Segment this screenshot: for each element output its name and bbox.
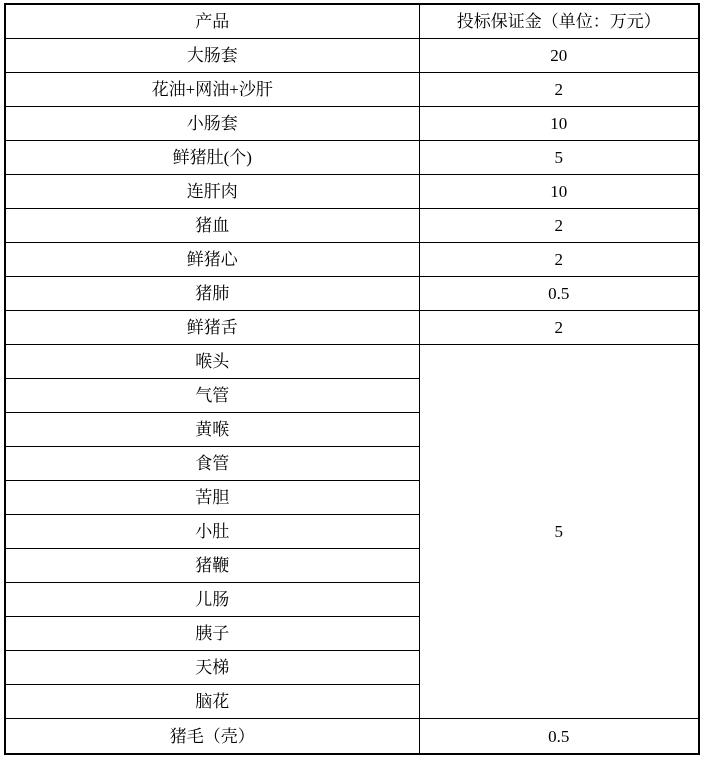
product-cell: 鲜猪舌 (5, 311, 419, 345)
deposit-cell: 10 (419, 175, 699, 209)
table-row (5, 345, 699, 379)
product-cell: 花油+网油+沙肝 (5, 73, 419, 107)
table-row (5, 175, 699, 209)
table-row (5, 719, 699, 754)
product-cell: 小肚 (5, 515, 419, 549)
product-cell: 喉头 (5, 345, 419, 379)
deposit-cell: 2 (419, 243, 699, 277)
product-cell: 鲜猪心 (5, 243, 419, 277)
table-row (5, 107, 699, 141)
deposit-cell: 10 (419, 107, 699, 141)
deposit-cell: 2 (419, 311, 699, 345)
product-cell: 猪血 (5, 209, 419, 243)
deposit-cell: 2 (419, 209, 699, 243)
table-row (5, 39, 699, 73)
product-cell: 猪毛（壳） (5, 719, 419, 754)
product-cell: 脑花 (5, 685, 419, 719)
product-cell: 儿肠 (5, 583, 419, 617)
product-cell: 天梯 (5, 651, 419, 685)
table-row (5, 311, 699, 345)
header-product: 产品 (5, 4, 419, 39)
table-row (5, 141, 699, 175)
product-cell: 猪鞭 (5, 549, 419, 583)
product-cell: 胰子 (5, 617, 419, 651)
table-row (5, 243, 699, 277)
merged-deposit-cell: 5 (419, 345, 699, 719)
deposit-cell: 0.5 (419, 277, 699, 311)
product-cell: 大肠套 (5, 39, 419, 73)
product-cell: 气管 (5, 379, 419, 413)
product-cell: 食管 (5, 447, 419, 481)
product-cell: 小肠套 (5, 107, 419, 141)
product-deposit-table (4, 3, 700, 755)
deposit-cell: 0.5 (419, 719, 699, 754)
table-row (5, 73, 699, 107)
product-cell: 连肝肉 (5, 175, 419, 209)
header-deposit: 投标保证金（单位：万元） (419, 4, 699, 39)
product-cell: 苦胆 (5, 481, 419, 515)
deposit-cell: 2 (419, 73, 699, 107)
deposit-cell: 5 (419, 141, 699, 175)
table-row (5, 209, 699, 243)
deposit-cell: 20 (419, 39, 699, 73)
header-row (5, 4, 699, 39)
product-cell: 猪肺 (5, 277, 419, 311)
product-cell: 鲜猪肚(个) (5, 141, 419, 175)
product-cell: 黄喉 (5, 413, 419, 447)
table-row (5, 277, 699, 311)
